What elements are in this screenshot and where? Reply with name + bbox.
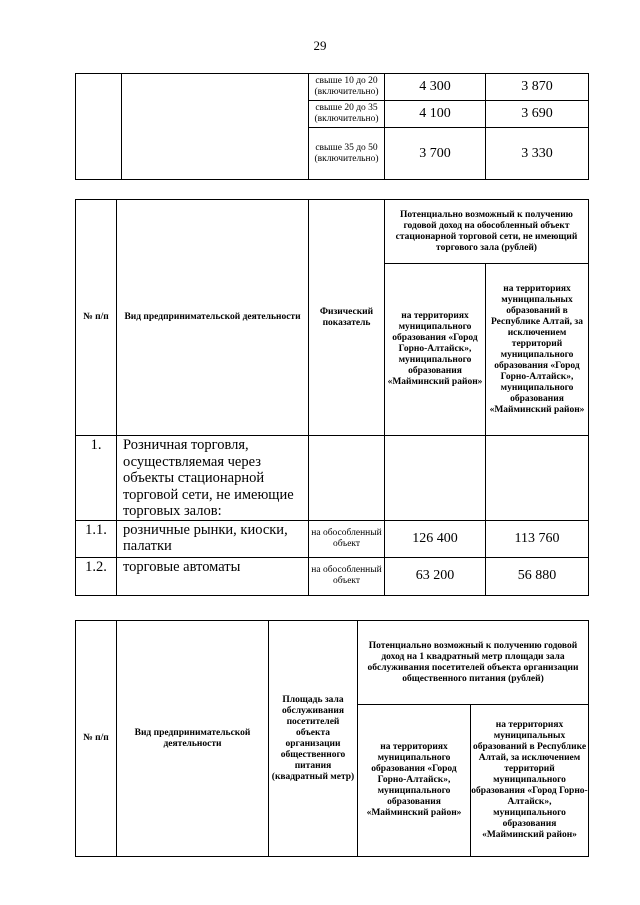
row-value-b: 56 880 — [486, 557, 589, 595]
empty-cell — [76, 74, 122, 180]
range-cell: свыше 35 до 50 (включительно) — [309, 128, 385, 180]
value-cell: 3 330 — [486, 128, 589, 180]
value-cell: 3 700 — [385, 128, 486, 180]
catering-income-table — [75, 620, 589, 857]
header-area: Площадь зала обслуживания посетителей объекта организации общественного питания (квадратный метр) — [269, 621, 358, 857]
retail-income-table — [75, 199, 589, 596]
row-num: 1.1. — [76, 520, 117, 557]
table-header-row — [76, 621, 589, 705]
row-value-b: 113 760 — [486, 520, 589, 557]
header-income: Потенциально возможный к получению годовой доход на обособленный объект стационарной торговой сети, не имеющий торгового зала (рублей) — [385, 200, 589, 264]
empty-cell — [122, 74, 309, 180]
row-value-a: 126 400 — [385, 520, 486, 557]
table-row — [76, 436, 589, 521]
header-col-b: на территориях муниципальных образований в Республике Алтай, за исключением территорий муниципального образования «Город Горно-Алтайск», муниципального образования «Майминский район» — [486, 264, 589, 436]
value-cell: 3 870 — [486, 74, 589, 101]
table-row — [76, 557, 589, 595]
header-income: Потенциально возможный к получению годовой доход на 1 квадратный метр площади зала обслуживания посетителей объекта организации общественного питания (рублей) — [358, 621, 589, 705]
row-activity: розничные рынки, киоски, палатки — [117, 520, 309, 557]
value-cell: 4 100 — [385, 101, 486, 128]
row-value-b — [486, 436, 589, 521]
header-activity: Вид предпринимательской деятельности — [117, 621, 269, 857]
value-cell: 4 300 — [385, 74, 486, 101]
page-number: 29 — [313, 38, 327, 53]
row-activity: торговые автоматы — [117, 557, 309, 595]
row-indicator — [309, 436, 385, 521]
header-col-a: на территориях муниципального образования «Город Горно-Алтайск», муниципального образования «Майминский район» — [358, 705, 471, 857]
table-header-row — [76, 200, 589, 264]
table-row — [76, 74, 589, 101]
header-indicator: Физический показатель — [309, 200, 385, 436]
header-col-a: на территориях муниципального образования «Город Горно-Алтайск», муниципального образования «Майминский район» — [385, 264, 486, 436]
header-num: № п/п — [76, 200, 117, 436]
header-activity: Вид предпринимательской деятельности — [117, 200, 309, 436]
range-cell: свыше 20 до 35 (включительно) — [309, 101, 385, 128]
row-value-a: 63 200 — [385, 557, 486, 595]
table-row — [76, 520, 589, 557]
row-num: 1.2. — [76, 557, 117, 595]
value-cell: 3 690 — [486, 101, 589, 128]
continuation-table — [75, 73, 589, 180]
header-num: № п/п — [76, 621, 117, 857]
row-indicator: на обособленный объект — [309, 557, 385, 595]
row-num: 1. — [76, 436, 117, 521]
header-col-b: на территориях муниципальных образований в Республике Алтай, за исключением территорий муниципального образования «Город Горно-Алтайск», муниципального образования «Майминский район» — [471, 705, 589, 857]
row-value-a — [385, 436, 486, 521]
range-cell: свыше 10 до 20 (включительно) — [309, 74, 385, 101]
row-indicator: на обособленный объект — [309, 520, 385, 557]
row-activity: Розничная торговля, осуществляемая через объекты стационарной торговой сети, не имеющие торговых залов: — [117, 436, 309, 521]
